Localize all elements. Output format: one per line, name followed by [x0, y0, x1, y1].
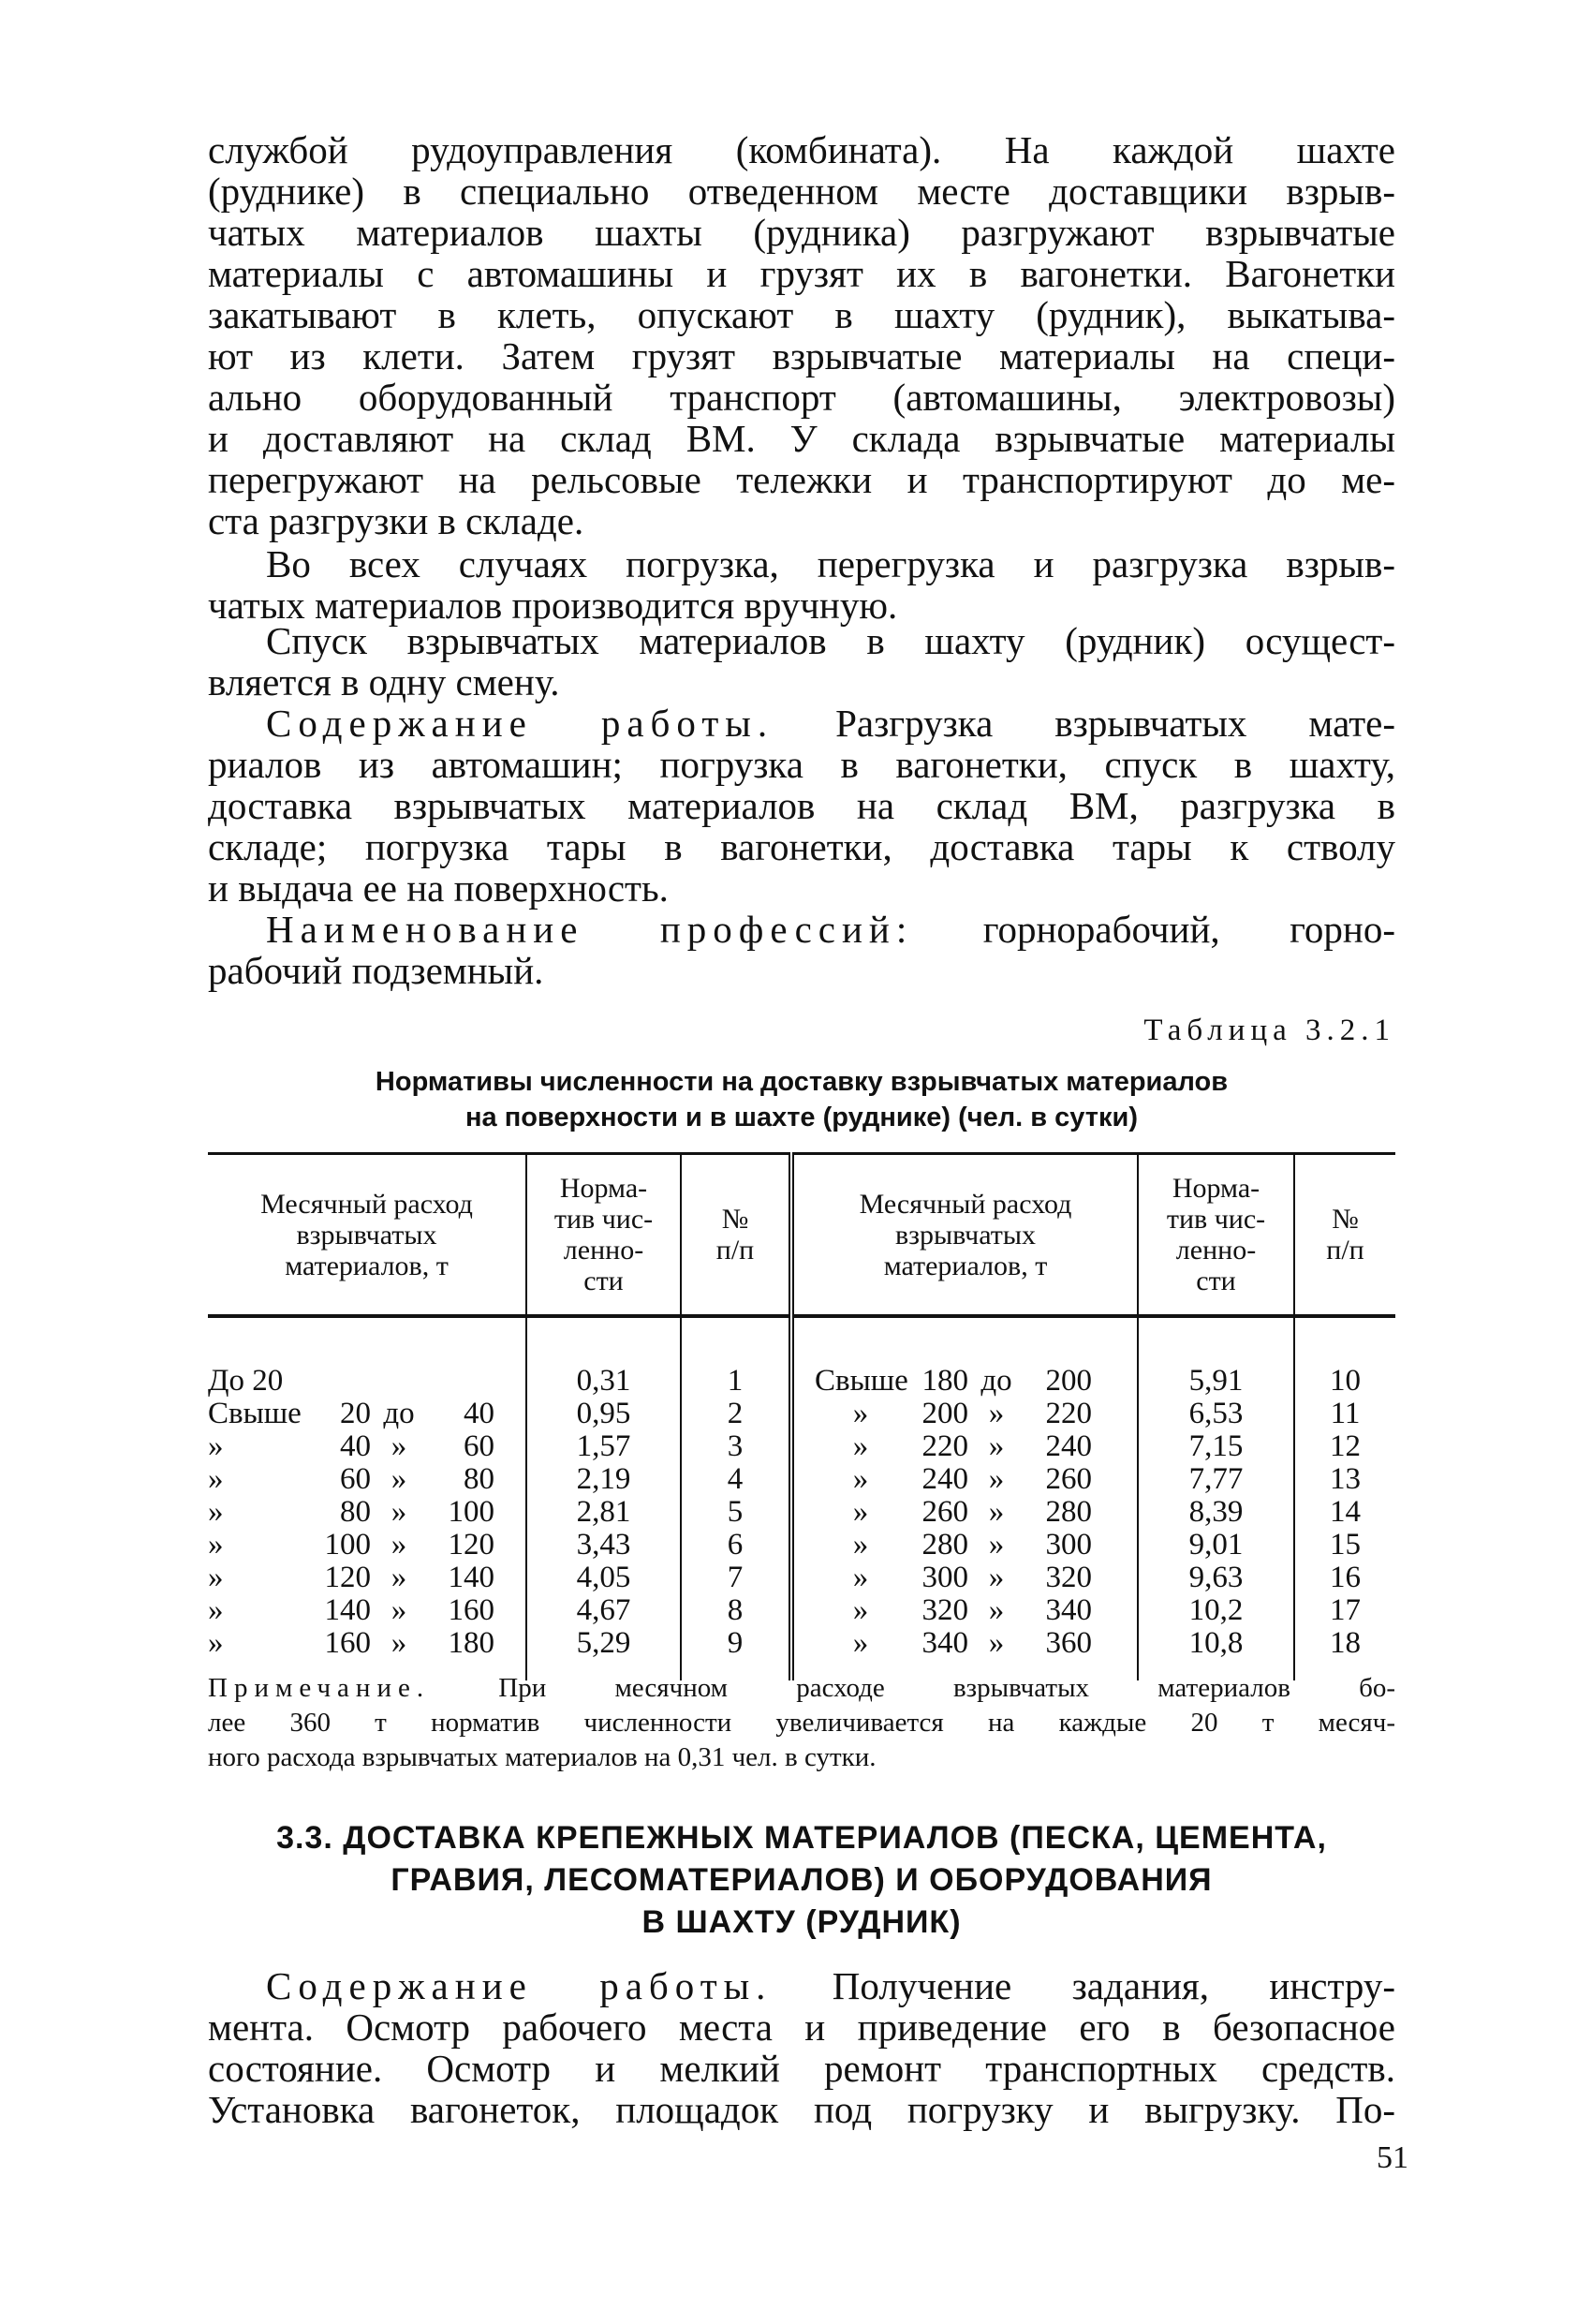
text-line	[208, 543, 1395, 585]
range-t: 120	[448, 1528, 494, 1562]
range-t: 340	[1045, 1593, 1092, 1627]
consumption-range-cell	[791, 1398, 1138, 1430]
spaced-lead: Содержание работы.	[266, 702, 774, 745]
norm-cell: 1,57	[526, 1430, 681, 1463]
text-line	[208, 950, 1395, 991]
norms-table	[208, 1152, 1395, 1680]
range-f: 340	[921, 1626, 968, 1660]
table-header-row	[208, 1154, 1395, 1317]
range-t: 220	[1045, 1397, 1092, 1430]
range-f: 160	[324, 1626, 371, 1660]
line-text: мента. Осмотр рабочего места и приведение его в безопасное	[208, 2006, 1395, 2049]
header-line: тив чис-	[553, 1204, 654, 1235]
range	[794, 1463, 1137, 1496]
row-number-cell: 17	[1294, 1594, 1395, 1627]
range-f: 200	[921, 1397, 968, 1430]
line-text: риалов из автомашин; погрузка в вагонетки, спуск в шахту,	[208, 743, 1395, 786]
range-t: 140	[448, 1561, 494, 1594]
range-s: »	[391, 1561, 407, 1594]
consumption-range-cell	[791, 1430, 1138, 1463]
norm-cell: 5,91	[1138, 1316, 1294, 1398]
header-line: Месячный расход	[859, 1188, 1072, 1220]
consumption-range-cell	[208, 1594, 526, 1627]
text-line	[208, 418, 1395, 459]
norm-cell: 9,63	[1138, 1562, 1294, 1594]
range-s: »	[988, 1528, 1005, 1562]
text-line	[208, 2048, 1395, 2089]
text-line	[208, 129, 1395, 170]
range-a: »	[852, 1528, 869, 1562]
range-t: 200	[1045, 1364, 1092, 1398]
norm-cell: 9,01	[1138, 1529, 1294, 1562]
row-number-cell: 3	[681, 1430, 791, 1463]
table-row	[208, 1430, 1395, 1463]
header-line: ленно-	[563, 1235, 644, 1266]
table-row	[208, 1496, 1395, 1529]
line-text: службой рудоуправления (комбината). На каждой шахте	[208, 128, 1395, 171]
range	[794, 1562, 1137, 1594]
row-number-cell: 2	[681, 1398, 791, 1430]
range-s: »	[988, 1626, 1005, 1660]
text-line	[208, 703, 1395, 744]
spaced-lead: Наименование профессий:	[266, 908, 914, 951]
range-t: 100	[448, 1495, 494, 1529]
text-line	[208, 500, 1395, 541]
range-t: 300	[1045, 1528, 1092, 1562]
range-s: »	[391, 1528, 407, 1562]
line-text: Установка вагонеток, площадок под погрузку и выгрузку. По-	[208, 2088, 1395, 2131]
paragraph-manual-loading	[208, 543, 1395, 626]
line-text: (руднике) в специально отведенном месте доставщики взрыв-	[208, 170, 1395, 213]
section-heading-line: ГРАВИЯ, ЛЕСОМАТЕРИАЛОВ) И ОБОРУДОВАНИЯ	[391, 1862, 1213, 1898]
section-heading-line: 3.3. ДОСТАВКА КРЕПЕЖНЫХ МАТЕРИАЛОВ (ПЕСКА, ЦЕМЕНТА,	[276, 1820, 1327, 1856]
spaced-lead: Содержание работы.	[266, 1964, 773, 2007]
range-t: 260	[1045, 1462, 1092, 1496]
header-line: п/п	[715, 1235, 755, 1266]
range	[794, 1365, 1137, 1398]
text-line	[208, 294, 1395, 335]
text-line	[208, 212, 1395, 253]
consumption-range-cell	[791, 1463, 1138, 1496]
text-line	[208, 335, 1395, 377]
header-line: взрывчатых	[894, 1219, 1037, 1251]
range	[794, 1627, 1137, 1660]
consumption-range-cell	[208, 1398, 526, 1430]
range-a: »	[852, 1561, 869, 1594]
range	[208, 1463, 525, 1496]
range-a: До 20	[208, 1364, 284, 1398]
line-text: доставка взрывчатых материалов на склад ВМ, разгрузка в	[208, 784, 1395, 827]
consumption-range-cell	[208, 1463, 526, 1496]
header-line: ленно-	[1175, 1235, 1257, 1266]
range-s: »	[988, 1593, 1005, 1627]
norm-cell: 10,8	[1138, 1627, 1294, 1680]
norm-cell: 4,67	[526, 1594, 681, 1627]
range-f: 320	[921, 1593, 968, 1627]
range-f: 60	[340, 1462, 371, 1496]
range-t: 40	[464, 1397, 494, 1430]
range-a: »	[208, 1528, 224, 1562]
table-row	[208, 1398, 1395, 1430]
text-line	[208, 1671, 1395, 1706]
norm-cell: 0,31	[526, 1316, 681, 1398]
range	[208, 1594, 525, 1627]
range-a: »	[852, 1462, 869, 1496]
row-number-cell: 14	[1294, 1496, 1395, 1529]
norm-cell: 3,43	[526, 1529, 681, 1562]
header-line: №	[721, 1204, 749, 1235]
row-number-cell: 4	[681, 1463, 791, 1496]
row-number-cell: 7	[681, 1562, 791, 1594]
paragraph-section-work-content	[208, 1965, 1395, 2130]
range	[208, 1365, 525, 1398]
text-line	[208, 170, 1395, 212]
row-number-cell: 13	[1294, 1463, 1395, 1496]
range-f: 240	[921, 1462, 968, 1496]
consumption-range-cell	[791, 1496, 1138, 1529]
norm-cell: 0,95	[526, 1398, 681, 1430]
line-text: лее 360 т норматив численности увеличивается на каждые 20 т месяч-	[208, 1708, 1395, 1738]
header-line: материалов, т	[285, 1250, 449, 1281]
range-s: »	[391, 1495, 407, 1529]
header-consumption	[791, 1154, 1138, 1317]
range-s	[371, 1365, 427, 1398]
range-f: 140	[324, 1593, 371, 1627]
table-note	[208, 1671, 1395, 1775]
text-line	[208, 661, 1395, 703]
row-number-cell: 8	[681, 1594, 791, 1627]
consumption-range-cell	[208, 1529, 526, 1562]
consumption-range-cell	[791, 1594, 1138, 1627]
row-number-cell: 11	[1294, 1398, 1395, 1430]
paragraph-work-content	[208, 703, 1395, 909]
range	[208, 1562, 525, 1594]
line-text: ного расхода взрывчатых материалов на 0,31 чел. в сутки.	[208, 1742, 877, 1772]
header-number	[1294, 1154, 1395, 1317]
row-number-cell: 6	[681, 1529, 791, 1562]
range-s: до	[383, 1397, 415, 1430]
range-t: 180	[448, 1626, 494, 1660]
page-number: 51	[1377, 2140, 1408, 2175]
header-line: материалов, т	[883, 1250, 1048, 1281]
range-a: »	[208, 1561, 224, 1594]
norm-cell: 8,39	[1138, 1496, 1294, 1529]
header-line: Месячный расход	[260, 1188, 473, 1220]
norm-cell: 6,53	[1138, 1398, 1294, 1430]
line-text: и доставляют на склад ВМ. У склада взрывчатые материалы	[208, 417, 1395, 460]
text-line	[208, 826, 1395, 867]
line-text: Разгрузка взрывчатых мате-	[774, 702, 1396, 745]
section-heading	[208, 1817, 1395, 1944]
row-number-cell: 15	[1294, 1529, 1395, 1562]
range-a: »	[852, 1429, 869, 1463]
table-title	[208, 1064, 1395, 1135]
table-caption: Таблица 3.2.1	[1143, 1014, 1395, 1047]
range-a: Свыше	[208, 1397, 302, 1430]
consumption-range-cell	[208, 1496, 526, 1529]
range	[794, 1430, 1137, 1463]
line-text: горнорабочий, горно-	[913, 908, 1395, 951]
range-a: »	[208, 1593, 224, 1627]
range-s: »	[391, 1462, 407, 1496]
line-text: Получение задания, инстру-	[772, 1964, 1396, 2007]
text-line	[208, 253, 1395, 294]
range-a: »	[852, 1495, 869, 1529]
text-line	[208, 785, 1395, 826]
row-number-cell: 5	[681, 1496, 791, 1529]
range-a: »	[208, 1495, 224, 1529]
line-text: закатывают в клеть, опускают в шахту (рудник), выкатыва-	[208, 293, 1395, 336]
range-f: 40	[340, 1429, 371, 1463]
range-f: 220	[921, 1429, 968, 1463]
range-f: 20	[340, 1397, 371, 1430]
line-text: вляется в одну смену.	[208, 660, 560, 703]
range-s: »	[988, 1495, 1005, 1529]
line-text: При месячном расходе взрывчатых материалов бо-	[430, 1673, 1395, 1703]
text-line	[208, 1965, 1395, 2006]
row-number-cell: 18	[1294, 1627, 1395, 1680]
consumption-range-cell	[208, 1316, 526, 1398]
paragraph-shift	[208, 620, 1395, 703]
range-f	[309, 1365, 371, 1398]
range-t: 80	[464, 1462, 494, 1496]
table-title-line: на поверхности и в шахте (руднике) (чел. в сутки)	[465, 1103, 1138, 1132]
row-number-cell: 10	[1294, 1316, 1395, 1398]
row-number-cell: 12	[1294, 1430, 1395, 1463]
line-text: ют из клети. Затем грузят взрывчатые материалы на специ-	[208, 334, 1395, 377]
table-row	[208, 1594, 1395, 1627]
range-s: »	[391, 1429, 407, 1463]
range-t	[427, 1365, 494, 1398]
line-text: Во всех случаях погрузка, перегрузка и разгрузка взрыв-	[266, 542, 1395, 585]
range-t: 240	[1045, 1429, 1092, 1463]
line-text: чатых материалов производится вручную.	[208, 584, 898, 627]
norm-cell: 2,81	[526, 1496, 681, 1529]
range-f: 80	[340, 1495, 371, 1529]
line-text: состояние. Осмотр и мелкий ремонт транспортных средств.	[208, 2047, 1395, 2090]
range-s: »	[988, 1462, 1005, 1496]
table-row	[208, 1463, 1395, 1496]
header-number	[681, 1154, 791, 1317]
range-f: 280	[921, 1528, 968, 1562]
range	[794, 1398, 1137, 1430]
range-t: 280	[1045, 1495, 1092, 1529]
line-text: и выдача ее на поверхность.	[208, 866, 669, 910]
row-number-cell: 9	[681, 1627, 791, 1680]
range	[208, 1398, 525, 1430]
text-line	[208, 909, 1395, 950]
norm-cell: 10,2	[1138, 1594, 1294, 1627]
table-row	[208, 1316, 1395, 1398]
range-s: до	[980, 1364, 1012, 1398]
range-s: »	[988, 1397, 1005, 1430]
table-row	[208, 1562, 1395, 1594]
text-line	[208, 2006, 1395, 2048]
range-t: 60	[464, 1429, 494, 1463]
range	[208, 1627, 525, 1660]
header-line: сти	[583, 1266, 624, 1296]
line-text: складе; погрузка тары в вагонетки, доставка тары к стволу	[208, 825, 1395, 868]
line-text: рабочий подземный.	[208, 949, 544, 992]
header-norm	[526, 1154, 681, 1317]
consumption-range-cell	[791, 1562, 1138, 1594]
line-text: ально оборудованный транспорт (автомашины, электровозы)	[208, 376, 1395, 419]
norm-cell: 7,77	[1138, 1463, 1294, 1496]
range-f: 300	[921, 1561, 968, 1594]
header-line: п/п	[1326, 1235, 1364, 1266]
range-a: »	[208, 1626, 224, 1660]
consumption-range-cell	[208, 1562, 526, 1594]
range	[794, 1594, 1137, 1627]
text-line	[208, 867, 1395, 909]
row-number-cell: 1	[681, 1316, 791, 1398]
norm-cell: 2,19	[526, 1463, 681, 1496]
range-f: 120	[324, 1561, 371, 1594]
header-line: взрывчатых	[296, 1219, 437, 1251]
range	[794, 1529, 1137, 1562]
table-title-line: Нормативы численности на доставку взрывчатых материалов	[375, 1067, 1229, 1097]
line-text: материалы с автомашины и грузят их в вагонетки. Вагонетки	[208, 252, 1395, 295]
norm-cell: 7,15	[1138, 1430, 1294, 1463]
range-a: »	[208, 1462, 224, 1496]
text-line	[208, 459, 1395, 500]
range-a: »	[852, 1397, 869, 1430]
header-line: Норма-	[1172, 1173, 1260, 1204]
range-a: »	[208, 1429, 224, 1463]
line-text: Спуск взрывчатых материалов в шахту (рудник) осущест-	[266, 619, 1395, 662]
range-s: »	[391, 1593, 407, 1627]
norm-cell: 5,29	[526, 1627, 681, 1680]
range-f: 260	[921, 1495, 968, 1529]
range-f: 180	[921, 1364, 968, 1398]
section-heading-line: В ШАХТУ (РУДНИК)	[641, 1904, 962, 1940]
range-a: Свыше	[815, 1364, 908, 1398]
table-row	[208, 1529, 1395, 1562]
range	[208, 1529, 525, 1562]
norm-cell: 4,05	[526, 1562, 681, 1594]
range-a: »	[852, 1626, 869, 1660]
line-text: перегружают на рельсовые тележки и транспортируют до ме-	[208, 458, 1395, 501]
range	[208, 1430, 525, 1463]
row-number-cell: 16	[1294, 1562, 1395, 1594]
line-text: ста разгрузки в складе.	[208, 499, 584, 542]
range	[208, 1496, 525, 1529]
range-t: 160	[448, 1593, 494, 1627]
paragraph-professions	[208, 909, 1395, 991]
range-a: »	[852, 1593, 869, 1627]
text-line	[208, 2089, 1395, 2130]
header-line: №	[1332, 1204, 1359, 1235]
range-s: »	[988, 1561, 1005, 1594]
text-line	[208, 1706, 1395, 1740]
range-s: »	[391, 1626, 407, 1660]
paragraph-delivery-process	[208, 129, 1395, 541]
header-line: Норма-	[559, 1173, 648, 1204]
header-consumption	[208, 1154, 526, 1317]
range	[794, 1496, 1137, 1529]
line-text: чатых материалов шахты (рудника) разгружают взрывчатые	[208, 211, 1395, 254]
range-f: 100	[324, 1528, 371, 1562]
text-line	[208, 1740, 1395, 1775]
spaced-lead: Примечание.	[208, 1673, 431, 1703]
header-line: сти	[1196, 1266, 1236, 1296]
consumption-range-cell	[791, 1316, 1138, 1398]
consumption-range-cell	[791, 1529, 1138, 1562]
header-line: тив чис-	[1166, 1204, 1266, 1235]
text-line	[208, 620, 1395, 661]
consumption-range-cell	[208, 1430, 526, 1463]
range-t: 320	[1045, 1561, 1092, 1594]
range-t: 360	[1045, 1626, 1092, 1660]
header-norm	[1138, 1154, 1294, 1317]
text-line	[208, 744, 1395, 785]
text-line	[208, 377, 1395, 418]
range-s: »	[988, 1429, 1005, 1463]
